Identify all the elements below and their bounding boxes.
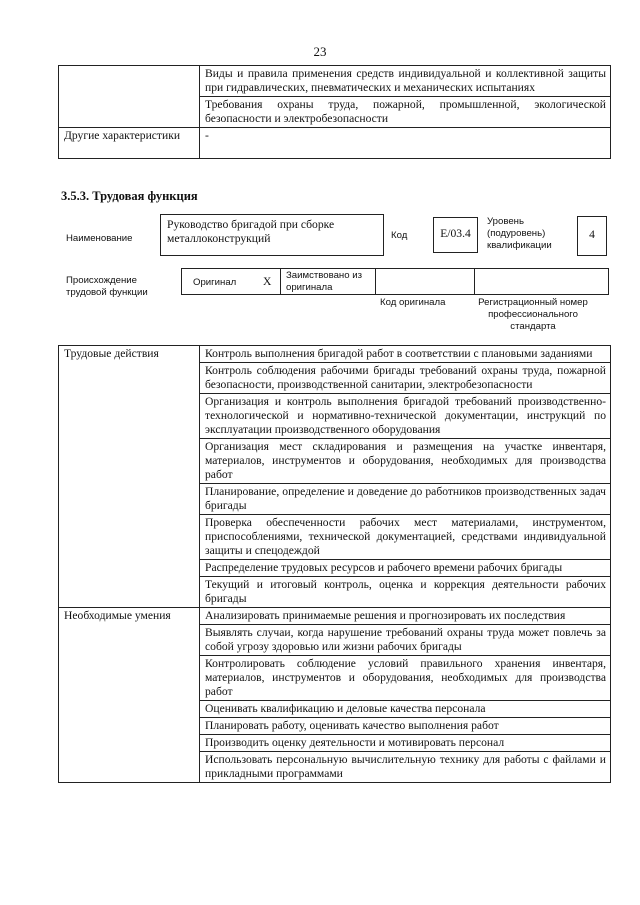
name-label: Наименование (66, 233, 133, 244)
table-cell: Анализировать принимаемые решения и прогнозировать их последствия (200, 608, 611, 625)
table-cell: Планировать работу, оценивать качество выполнения работ (200, 718, 611, 735)
table-cell: Использовать персональную вычислительную технику для работы с файлами и прикладными программами (200, 752, 611, 783)
original-mark: X (263, 275, 272, 288)
page-number: 23 (313, 44, 327, 59)
table-cell: Контроль соблюдения рабочими бригады требований охраны труда, пожарной безопасности, производственной санитарии, электробезопасности (200, 363, 611, 394)
top-continuation-table (58, 65, 611, 159)
original-label: Оригинал (193, 277, 237, 288)
origin-label: Происхождение трудовой функции (66, 275, 148, 298)
code-label: Код (391, 230, 408, 241)
group-label-labor-actions: Трудовые действия (59, 346, 200, 608)
table-row (59, 128, 611, 159)
group-label-required-skills: Необходимые умения (59, 608, 200, 783)
divider (375, 268, 376, 295)
table-cell: Планирование, определение и доведение до работников производственных задач бригады (200, 484, 611, 515)
other-characteristics-label: Другие характеристики (59, 128, 200, 159)
table-cell: Текущий и итоговый контроль, оценка и коррекция деятельности рабочих бригады (200, 577, 611, 608)
table-row (59, 346, 611, 363)
borrowed-label: Заимствовано из оригинала (286, 270, 362, 293)
divider (280, 268, 281, 295)
registration-number-caption: Регистрационный номер профессионального стандарта (478, 297, 588, 332)
table-cell: Производить оценку деятельности и мотивировать персонал (200, 735, 611, 752)
labor-function-table (58, 345, 611, 783)
other-characteristics-value: - (200, 128, 611, 159)
original-code-caption: Код оригинала (380, 297, 446, 308)
code-value-box: E/03.4 (433, 217, 478, 253)
qualification-level-label: Уровень (подуровень) квалификации (487, 216, 552, 251)
table-cell: Распределение трудовых ресурсов и рабочего времени рабочих бригады (200, 560, 611, 577)
divider (474, 268, 475, 295)
section-heading: 3.5.3. Трудовая функция (61, 189, 198, 203)
table-cell: Организация мест складирования и размещения на участке инвентаря, материалов, инструментов и оборудования, необходимых для производства работ (200, 439, 611, 484)
table-cell: Организация и контроль выполнения бригадой требований производственно-технологической и нормативно-технической документации, инструкций по эксплуатации производственного оборудования (200, 394, 611, 439)
level-value-box: 4 (577, 216, 607, 256)
table-row (59, 608, 611, 625)
table-cell: Контролировать соблюдение условий правильного хранения инвентаря, материалов, инструментов и оборудования, необходимых для производства работ (200, 656, 611, 701)
table-cell: Виды и правила применения средств индивидуальной и коллективной защиты при гидравлических, пневматических и механических испытаниях (200, 66, 611, 97)
function-name-box: Руководство бригадой при сборке металлоконструкций (160, 214, 384, 256)
table-cell: Контроль выполнения бригадой работ в соответствии с плановыми заданиями (200, 346, 611, 363)
table-cell: Проверка обеспеченности рабочих мест материалами, инструментом, приспособлениями, технической документацией, средствами индивидуальной защиты и спецодеждой (200, 515, 611, 560)
table-cell: Оценивать квалификацию и деловые качества персонала (200, 701, 611, 718)
table-row (59, 66, 611, 97)
table-cell: Выявлять случаи, когда нарушение требований охраны труда может повлечь за собой угрозу здоровью или жизни рабочих бригады (200, 625, 611, 656)
empty-label-cell (59, 66, 200, 128)
table-cell: Требования охраны труда, пожарной, промышленной, экологической безопасности и электробезопасности (200, 97, 611, 128)
origin-box (181, 268, 609, 295)
